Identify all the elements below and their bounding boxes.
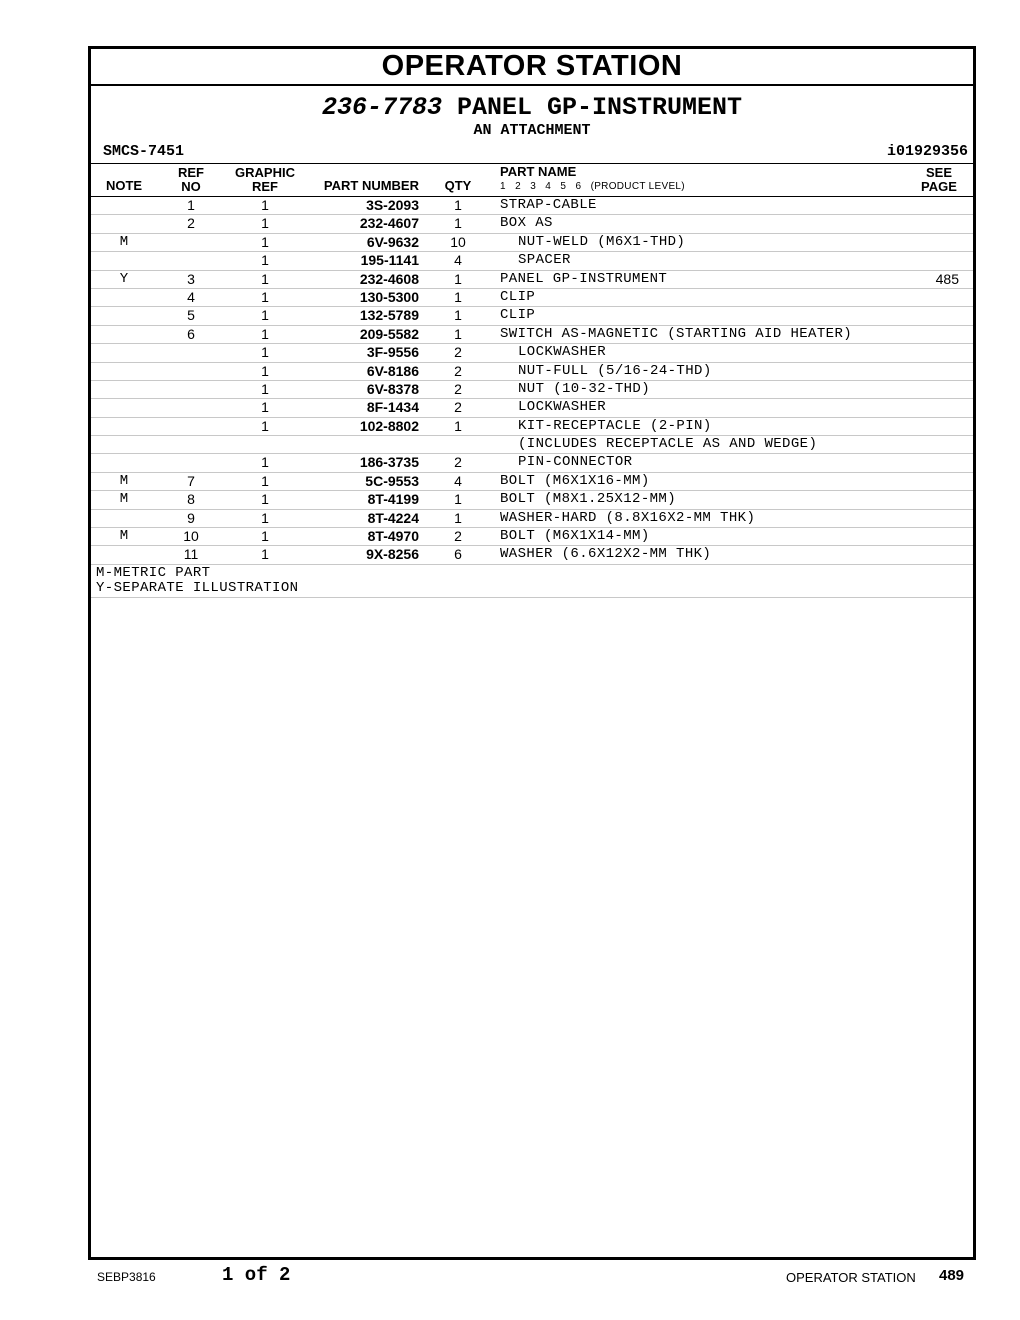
row-part-name: (INCLUDES RECEPTACLE AS AND WEDGE) (518, 436, 818, 453)
row-part-name: BOLT (M6X1X14-MM) (500, 528, 650, 545)
codes-row (91, 141, 973, 163)
table-row (91, 436, 973, 454)
row-ref-no: 8 (187, 491, 195, 508)
row-part-name: KIT-RECEPTACLE (2-PIN) (518, 417, 712, 434)
page-frame (88, 46, 976, 1260)
table-row (91, 307, 973, 325)
row-part-name: WASHER (6.6X12X2-MM THK) (500, 546, 712, 563)
col-ref-no (171, 166, 211, 194)
row-part-number: 209-5582 (359, 325, 419, 342)
table-row (91, 418, 973, 436)
row-ref-no: 6 (187, 325, 195, 342)
table-row (91, 510, 973, 528)
illustration-id: i01929356 (886, 143, 968, 160)
note-separate-illustration: Y-SEPARATE ILLUSTRATION (96, 579, 299, 596)
row-part-number: 3F-9556 (366, 344, 419, 361)
col-ref-no-line2: NO (181, 179, 201, 194)
table-row (91, 381, 973, 399)
row-note: M (119, 233, 129, 250)
row-qty: 2 (454, 362, 462, 379)
table-row (91, 363, 973, 381)
row-graphic-ref: 1 (261, 197, 269, 213)
row-qty: 1 (454, 270, 462, 287)
page-number: 489 (939, 1267, 965, 1284)
table-row (91, 234, 973, 252)
table-row (91, 197, 973, 215)
row-part-name: LOCKWASHER (518, 399, 607, 416)
row-graphic-ref: 1 (261, 454, 269, 471)
row-part-number: 8T-4224 (367, 509, 419, 526)
row-qty: 2 (454, 528, 462, 545)
row-graphic-ref: 1 (261, 509, 269, 526)
row-part-name: SWITCH AS-MAGNETIC (STARTING AID HEATER) (500, 325, 853, 342)
row-qty: 1 (454, 215, 462, 232)
row-part-number: 195-1141 (360, 252, 419, 269)
table-row (91, 473, 973, 491)
col-see-page (919, 166, 959, 194)
row-qty: 1 (454, 491, 462, 508)
row-part-number: 6V-9632 (366, 233, 419, 250)
row-part-name: NUT-WELD (M6X1-THD) (518, 233, 686, 250)
row-part-number: 186-3735 (359, 454, 419, 471)
row-qty: 2 (454, 399, 462, 416)
row-part-number: 3S-2093 (366, 197, 419, 213)
row-qty: 2 (454, 380, 462, 397)
page-title: OPERATOR STATION (91, 49, 973, 86)
row-part-name: LOCKWASHER (518, 344, 607, 361)
col-part-number: PART NUMBER (323, 178, 419, 193)
row-qty: 4 (454, 472, 462, 489)
row-part-number: 9X-8256 (366, 546, 419, 563)
row-part-name: BOLT (M6X1X16-MM) (500, 472, 650, 489)
attachment-label: AN ATTACHMENT (473, 122, 591, 139)
row-qty: 2 (454, 344, 462, 361)
row-part-number: 8F-1434 (366, 399, 419, 416)
row-qty: 10 (450, 233, 466, 250)
row-part-name: SPACER (518, 252, 571, 269)
row-qty: 1 (454, 197, 462, 213)
table-row (91, 271, 973, 289)
row-part-number: 8T-4199 (367, 491, 419, 508)
row-qty: 2 (454, 454, 462, 471)
row-qty: 4 (454, 252, 462, 269)
page-footer (0, 1262, 1020, 1292)
row-part-number: 5C-9553 (365, 472, 419, 489)
row-graphic-ref: 1 (261, 307, 269, 324)
row-graphic-ref: 1 (261, 233, 269, 250)
row-graphic-ref: 1 (261, 380, 269, 397)
row-part-name: PANEL GP-INSTRUMENT (500, 270, 668, 287)
row-note: M (119, 491, 129, 508)
row-note: M (119, 528, 129, 545)
row-part-number: 6V-8378 (366, 380, 419, 397)
row-part-name: BOLT (M8X1.25X12-MM) (500, 491, 677, 508)
col-qty: QTY (444, 178, 472, 193)
row-ref-no: 10 (183, 528, 199, 545)
col-note: NOTE (105, 178, 143, 193)
row-part-name: CLIP (500, 288, 536, 305)
row-graphic-ref: 1 (261, 252, 269, 269)
row-part-number: 232-4608 (359, 270, 419, 287)
table-row (91, 454, 973, 472)
row-note: M (119, 472, 129, 489)
row-part-name: WASHER-HARD (8.8X16X2-MM THK) (500, 509, 756, 526)
table-row (91, 326, 973, 344)
row-ref-no: 3 (187, 270, 195, 287)
row-ref-no: 7 (187, 472, 195, 489)
row-graphic-ref: 1 (261, 399, 269, 416)
row-part-name: CLIP (500, 307, 536, 324)
table-row (91, 528, 973, 546)
row-part-name: NUT (10-32-THD) (518, 380, 651, 397)
row-graphic-ref: 1 (261, 288, 269, 305)
group-part-number: 236-7783 (321, 93, 442, 122)
row-graphic-ref: 1 (261, 491, 269, 508)
row-qty: 1 (454, 325, 462, 342)
page-of-count: 1 of 2 (222, 1264, 291, 1286)
row-see-page: 485 (935, 270, 959, 287)
row-part-name: NUT-FULL (5/16-24-THD) (518, 362, 712, 379)
table-row (91, 252, 973, 270)
table-row (91, 399, 973, 417)
notes-legend (91, 565, 973, 598)
note-metric: M-METRIC PART (96, 564, 211, 581)
table-row (91, 546, 973, 564)
row-part-name: STRAP-CABLE (500, 197, 597, 213)
row-part-name: PIN-CONNECTOR (518, 454, 633, 471)
row-ref-no: 9 (187, 509, 195, 526)
product-levels: 1 2 3 4 5 6 (PRODUCT LEVEL) (500, 181, 685, 192)
row-ref-no: 2 (187, 215, 195, 232)
row-graphic-ref: 1 (261, 362, 269, 379)
row-ref-no: 11 (183, 546, 199, 563)
col-part-name: PART NAME (500, 164, 577, 179)
document-id: SEBP3816 (97, 1270, 156, 1284)
row-graphic-ref: 1 (261, 472, 269, 489)
row-graphic-ref: 1 (261, 417, 269, 434)
row-ref-no: 4 (187, 288, 195, 305)
parts-table-body (91, 197, 973, 565)
row-part-number: 8T-4970 (367, 528, 419, 545)
row-qty: 1 (454, 509, 462, 526)
table-row (91, 289, 973, 307)
table-row (91, 344, 973, 362)
table-row (91, 215, 973, 233)
row-qty: 1 (454, 417, 462, 434)
row-note: Y (119, 270, 129, 287)
row-graphic-ref: 1 (261, 344, 269, 361)
col-graphic-ref-line1: GRAPHIC (235, 165, 295, 180)
row-graphic-ref: 1 (261, 325, 269, 342)
group-heading (91, 94, 973, 122)
row-graphic-ref: 1 (261, 215, 269, 232)
row-part-number: 130-5300 (359, 288, 419, 305)
row-part-number: 132-5789 (359, 307, 419, 324)
group-name: PANEL GP-INSTRUMENT (457, 93, 743, 122)
col-graphic-ref (225, 166, 305, 194)
row-qty: 1 (454, 307, 462, 324)
row-part-number: 6V-8186 (366, 362, 419, 379)
row-qty: 6 (454, 546, 462, 563)
section-name: OPERATOR STATION (786, 1270, 916, 1285)
table-header (91, 163, 973, 197)
row-ref-no: 1 (187, 197, 195, 213)
row-part-number: 102-8802 (359, 417, 419, 434)
col-see-page-line2: PAGE (921, 179, 957, 194)
row-qty: 1 (454, 288, 462, 305)
row-part-name: BOX AS (500, 215, 553, 232)
row-graphic-ref: 1 (261, 270, 269, 287)
table-row (91, 491, 973, 509)
col-ref-no-line1: REF (178, 165, 204, 180)
smcs-code: SMCS-7451 (103, 143, 185, 160)
col-see-page-line1: SEE (925, 165, 952, 180)
row-graphic-ref: 1 (261, 528, 269, 545)
row-graphic-ref: 1 (261, 546, 269, 563)
row-part-number: 232-4607 (359, 215, 419, 232)
col-graphic-ref-line2: REF (252, 179, 278, 194)
row-ref-no: 5 (187, 307, 195, 324)
